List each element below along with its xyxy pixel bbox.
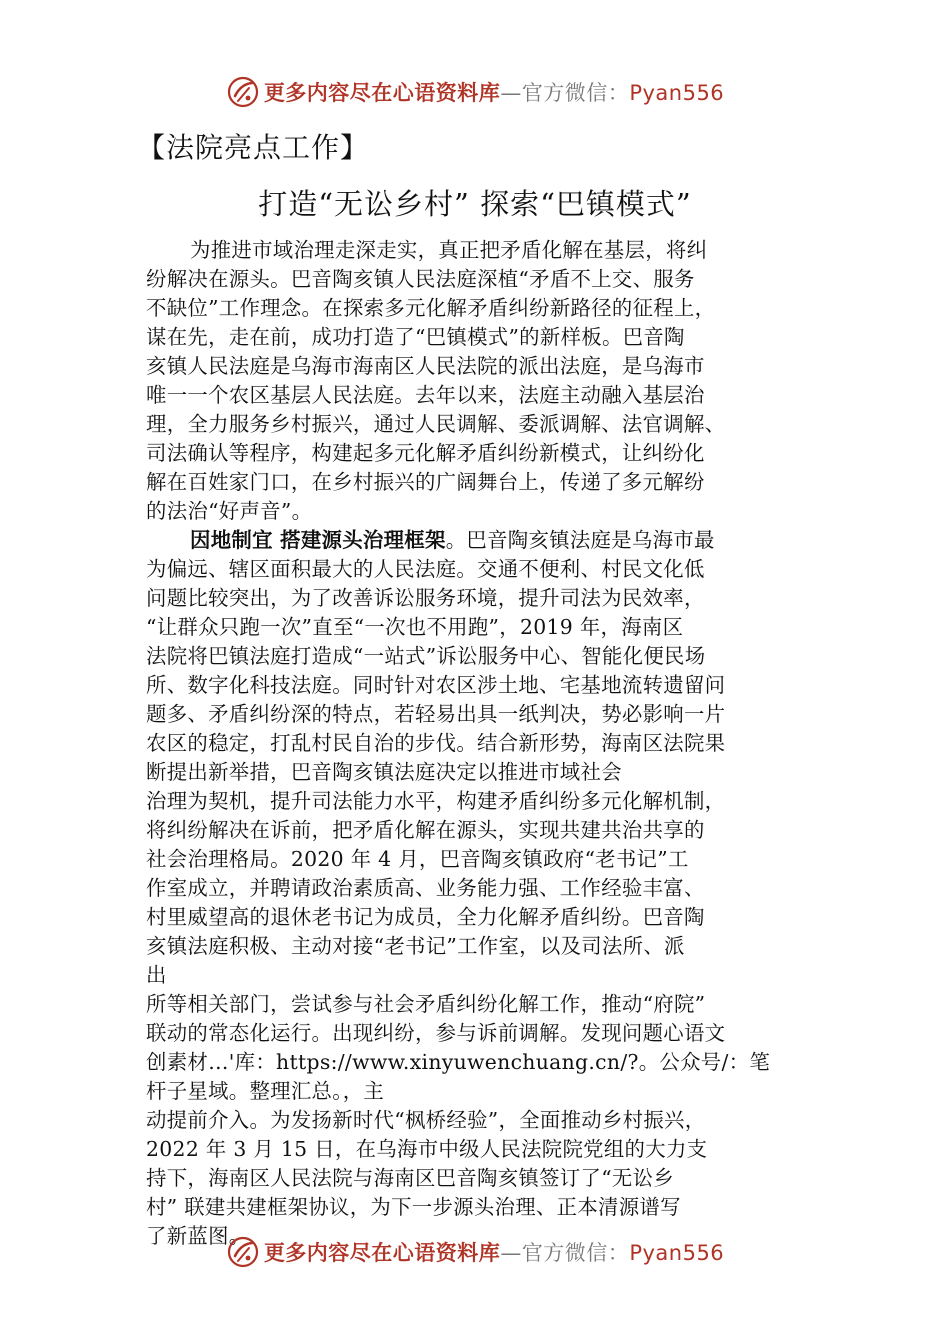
text-line: 杆子星域。整理汇总。，主 — [146, 1079, 385, 1103]
text-fragment: 。巴音陶亥镇法庭是乌海市最 — [445, 528, 715, 552]
watermark-wechat: 官方微信： — [521, 1241, 630, 1265]
text-line: 解在百姓家门口，在乡村振兴的广阔舞台上，传递了多元解纷 — [146, 470, 705, 494]
brand-logo-icon — [226, 75, 260, 109]
text-line: 动提前介入。为发扬新时代“枫桥经验”，全面推动乡村振兴， — [146, 1108, 706, 1132]
text-line-first — [146, 526, 826, 555]
text-line: 问题比较突出，为了改善诉讼服务环境，提升司法为民效率， — [146, 586, 705, 610]
text-line: 村里威望高的退休老书记为成员，全力化解矛盾纠纷。巴音陶 — [146, 905, 705, 929]
text-line: 村” 联建共建框架协议，为下一步源头治理、正本清源谱写 — [146, 1195, 681, 1219]
watermark-text — [264, 1237, 724, 1267]
text-line: 理，全力服务乡村振兴，通过人民调解、委派调解、法官调解、 — [146, 412, 726, 436]
text-line: 所等相关部门，尝试参与社会矛盾纠纷化解工作，推动“府院” — [146, 992, 706, 1016]
text-line: 出 — [146, 963, 167, 987]
brand-logo-icon — [226, 1235, 260, 1269]
text-line: 题多、矛盾纠纷深的特点，若轻易出具一纸判决，势必影响一片 — [146, 702, 726, 726]
text-line: 了新蓝图。 — [146, 1224, 250, 1248]
watermark-dash: — — [500, 1241, 522, 1265]
text-line: 亥镇人民法庭是乌海市海南区人民法院的派出法庭，是乌海市 — [146, 354, 705, 378]
text-line: 为推进市域治理走深走实，真正把矛盾化解在基层，将纠 — [190, 238, 708, 262]
watermark-text — [264, 77, 724, 107]
text-line: 治理为契机，提升司法能力水平，构建矛盾纠纷多元化解机制， — [146, 789, 726, 813]
text-line: 所、数字化科技法庭。同时针对农区涉土地、宅基地流转遗留问 — [146, 673, 726, 697]
text-line: 的法治“好声音”。 — [146, 499, 313, 523]
text-line: 为偏远、辖区面积最大的人民法庭。交通不便利、村民文化低 — [146, 557, 705, 581]
text-line: 创素材…'库：https://www.xinyuwenchuang.cn/?。公众号/：笔 — [146, 1050, 771, 1074]
watermark-wechat: 官方微信： — [521, 81, 630, 105]
text-line: 将纠纷解决在诉前，把矛盾化解在源头，实现共建共治共享的 — [146, 818, 705, 842]
text-line: 联动的常态化运行。出现纠纷，参与诉前调解。发现问题心语文 — [146, 1021, 726, 1045]
paragraph-framework — [146, 526, 826, 1251]
text-line: 不缺位”工作理念。在探索多元化解矛盾纠纷新路径的征程上， — [146, 296, 716, 320]
document-title: 打造“无讼乡村” 探索“巴镇模式” — [258, 187, 692, 221]
text-line: 亥镇法庭积极、主动对接“老书记”工作室，以及司法所、派 — [146, 934, 685, 958]
text-line: 谋在先，走在前，成功打造了“巴镇模式”的新样板。巴音陶 — [146, 325, 685, 349]
watermark-footer — [0, 1232, 950, 1272]
watermark-id: Pyan556 — [629, 81, 725, 105]
text-line: 社会治理格局。2020 年 4 月，巴音陶亥镇政府“老书记”工 — [146, 847, 689, 871]
watermark-main: 更多内容尽在心语资料库 — [263, 1241, 501, 1265]
article-body — [146, 236, 826, 1251]
text-line: 法院将巴镇法庭打造成“一站式”诉讼服务中心、智能化便民场 — [146, 644, 706, 668]
text-line: 纷解决在源头。巴音陶亥镇人民法庭深植“矛盾不上交、服务 — [146, 267, 695, 291]
watermark-dash: — — [500, 81, 522, 105]
text-line: 持下，海南区人民法院与海南区巴音陶亥镇签订了“无讼乡 — [146, 1166, 674, 1190]
text-line: 农区的稳定，打乱村民自治的步伐。结合新形势，海南区法院果 — [146, 731, 726, 755]
paragraph-heading: 因地制宜 搭建源头治理框架 — [190, 528, 446, 552]
watermark-id: Pyan556 — [629, 1241, 725, 1265]
section-label: 【法院亮点工作】 — [137, 131, 370, 164]
text-line: “让群众只跑一次”直至“一次也不用跑”，2019 年，海南区 — [146, 615, 684, 639]
text-line: 2022 年 3 月 15 日，在乌海市中级人民法院院党组的大力支 — [146, 1137, 708, 1161]
text-line: 司法确认等程序，构建起多元化解矛盾纠纷新模式，让纠纷化 — [146, 441, 705, 465]
paragraph-intro — [146, 236, 826, 526]
watermark-header — [0, 72, 950, 112]
text-line: 作室成立，并聘请政治素质高、业务能力强、工作经验丰富、 — [146, 876, 705, 900]
text-line: 断提出新举措，巴音陶亥镇法庭决定以推进市域社会 — [146, 760, 622, 784]
watermark-main: 更多内容尽在心语资料库 — [263, 81, 501, 105]
text-line: 唯一一个农区基层人民法庭。去年以来，法庭主动融入基层治 — [146, 383, 705, 407]
